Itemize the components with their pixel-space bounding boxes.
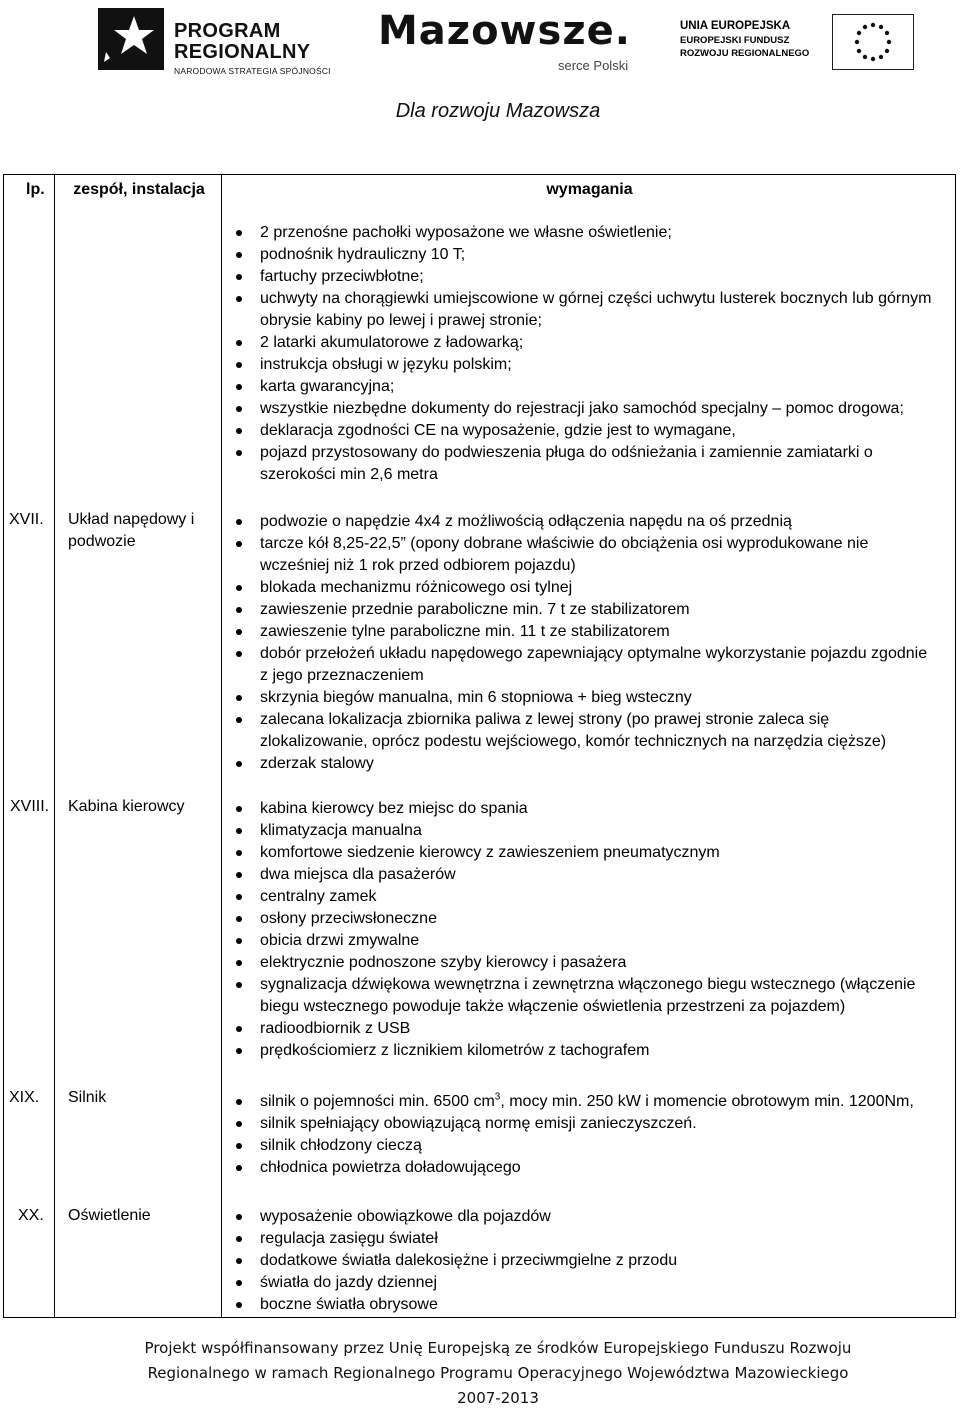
requirement-item: silnik chłodzony cieczą [222, 1135, 938, 1157]
requirement-item: kabina kierowcy bez miejsc do spania [222, 798, 938, 820]
eu-logo [680, 14, 930, 74]
requirement-item: fartuchy przeciwbłotne; [222, 266, 932, 288]
program-regionalny-logo [96, 6, 346, 76]
logo-program-line3: NARODOWA STRATEGIA SPÓJNOŚCI [174, 66, 331, 76]
logo-program-line2: REGIONALNY [174, 41, 311, 63]
row-name: Silnik [68, 1089, 107, 1106]
row-name: Kabina kierowcy [68, 798, 185, 815]
requirements-list-silnik [222, 1091, 938, 1179]
eu-flag-icon [832, 14, 914, 70]
eu-logo-line3: ROZWOJU REGIONALNEGO [680, 48, 810, 59]
requirement-item: silnik spełniający obowiązującą normę emisji zanieczyszczeń. [222, 1113, 938, 1135]
requirements-table [3, 174, 956, 1318]
row-name: Oświetlenie [68, 1207, 151, 1224]
requirement-item: podnośnik hydrauliczny 10 T; [222, 244, 932, 266]
requirement-item: zderzak stalowy [222, 753, 938, 775]
requirement-item: wyposażenie obowiązkowe dla pojazdów [222, 1206, 938, 1228]
requirement-item: karta gwarancyjna; [222, 376, 932, 398]
requirement-item: dwa miejsca dla pasażerów [222, 864, 938, 886]
requirement-item: dodatkowe światła dalekosiężne i przeciwmgielne z przodu [222, 1250, 938, 1272]
footer-line3: 2007-2013 [457, 1389, 539, 1407]
row-lp: XX. [18, 1207, 44, 1224]
requirement-item: centralny zamek [222, 886, 938, 908]
footer [0, 1336, 960, 1411]
requirement-item: osłony przeciwsłoneczne [222, 908, 938, 930]
superscript: 3 [494, 1091, 501, 1103]
header-zespol: zespół, instalacja [73, 181, 205, 198]
requirement-item: klimatyzacja manualna [222, 820, 938, 842]
requirement-item: sygnalizacja dźwiękowa wewnętrzna i zewnętrzna włączonego biegu wstecznego (włączenie biegu wstecznego powoduje także włączenie oświetlenia przestrzeni za pojazdem) [222, 974, 938, 1018]
requirement-item: 2 latarki akumulatorowe z ładowarką; [222, 332, 932, 354]
requirement-item: zawieszenie przednie paraboliczne min. 7 t ze stabilizatorem [222, 599, 938, 621]
star-flag-icon [96, 6, 168, 74]
requirement-item: chłodnica powietrza doładowującego [222, 1157, 938, 1179]
requirement-item: radioodbiornik z USB [222, 1018, 938, 1040]
requirements-list-oswietlenie [222, 1206, 938, 1316]
engine-text: , mocy min. 250 kW i momencie obrotowym min. 1200Nm, [500, 1093, 914, 1110]
mazowsze-tagline: serce Polski [558, 58, 629, 73]
continued-requirements-list [222, 222, 932, 486]
engine-text: silnik o pojemności min. 6500 cm [260, 1093, 495, 1110]
eu-logo-line2: EUROPEJSKI FUNDUSZ [680, 35, 790, 46]
requirement-item: boczne światła obrysowe [222, 1294, 938, 1316]
requirement-item: dobór przełożeń układu napędowego zapewniający optymalne wykorzystanie pojazdu zgodnie z jego przeznaczeniem [222, 643, 938, 687]
row-lp: XVII. [9, 511, 44, 528]
requirement-item: podwozie o napędzie 4x4 z możliwością odłączenia napędu na oś przednią [222, 511, 938, 533]
header-wymagania: wymagania [546, 181, 633, 198]
requirements-list-uklad-napedowy [222, 511, 938, 775]
footer-line1: Projekt współfinansowany przez Unię Europejską ze środków Europejskiego Funduszu Rozwoju [144, 1339, 852, 1357]
requirement-item: obicia drzwi zmywalne [222, 930, 938, 952]
header-logos [0, 0, 960, 90]
requirement-item: skrzynia biegów manualna, min 6 stopniowa + bieg wsteczny [222, 687, 938, 709]
requirement-item: regulacja zasięgu świateł [222, 1228, 938, 1250]
requirement-item [222, 1091, 938, 1113]
requirement-item: tarcze kół 8,25-22,5” (opony dobrane właściwie do obciążenia osi wyprodukowane nie wcześniej niż 1 rok przed odbiorem pojazdu) [222, 533, 938, 577]
mazowsze-logo [378, 8, 648, 80]
footer-line2: Regionalnego w ramach Regionalnego Programu Operacyjnego Województwa Mazowieckiego [147, 1364, 849, 1382]
requirement-item: elektrycznie podnoszone szyby kierowcy i pasażera [222, 952, 938, 974]
requirement-item: pojazd przystosowany do podwieszenia pługa do odśnieżania i zamiennie zamiatarki o szerokości min 2,6 metra [222, 442, 932, 486]
logo-program-line1: PROGRAM [174, 20, 281, 42]
eu-logo-line1: UNIA EUROPEJSKA [680, 20, 791, 32]
requirement-item: 2 przenośne pachołki wyposażone we własne oświetlenie; [222, 222, 932, 244]
requirement-item: prędkościomierz z licznikiem kilometrów z tachografem [222, 1040, 938, 1062]
requirement-item: uchwyty na chorągiewki umiejscowione w górnej części uchwytu lusterek bocznych lub górnym obrysie kabiny po lewej i prawej stronie; [222, 288, 932, 332]
requirement-item: zawieszenie tylne paraboliczne min. 11 t ze stabilizatorem [222, 621, 938, 643]
column-divider [54, 175, 55, 1317]
requirement-item: zalecana lokalizacja zbiornika paliwa z lewej strony (po prawej stronie zaleca się zlokalizowanie, oprócz podestu wejściowego, komór technicznych na narzędzia cięższe) [222, 709, 938, 753]
requirement-item: komfortowe siedzenie kierowcy z zawieszeniem pneumatycznym [222, 842, 938, 864]
mazowsze-wordmark: Mazowsze. [378, 8, 631, 54]
requirements-list-kabina [222, 798, 938, 1062]
requirement-item: instrukcja obsługi w języku polskim; [222, 354, 932, 376]
requirement-item: blokada mechanizmu różnicowego osi tylnej [222, 577, 938, 599]
requirement-item: światła do jazdy dziennej [222, 1272, 938, 1294]
row-name: Układ napędowy i podwozie [68, 511, 195, 550]
slogan: Dla rozwoju Mazowsza [395, 100, 601, 122]
header-lp: lp. [26, 181, 45, 198]
row-lp: XVIII. [10, 798, 50, 815]
row-lp: XIX. [9, 1089, 40, 1106]
requirement-item: deklaracja zgodności CE na wyposażenie, gdzie jest to wymagane, [222, 420, 932, 442]
requirement-item: wszystkie niezbędne dokumenty do rejestracji jako samochód specjalny – pomoc drogowa; [222, 398, 932, 420]
